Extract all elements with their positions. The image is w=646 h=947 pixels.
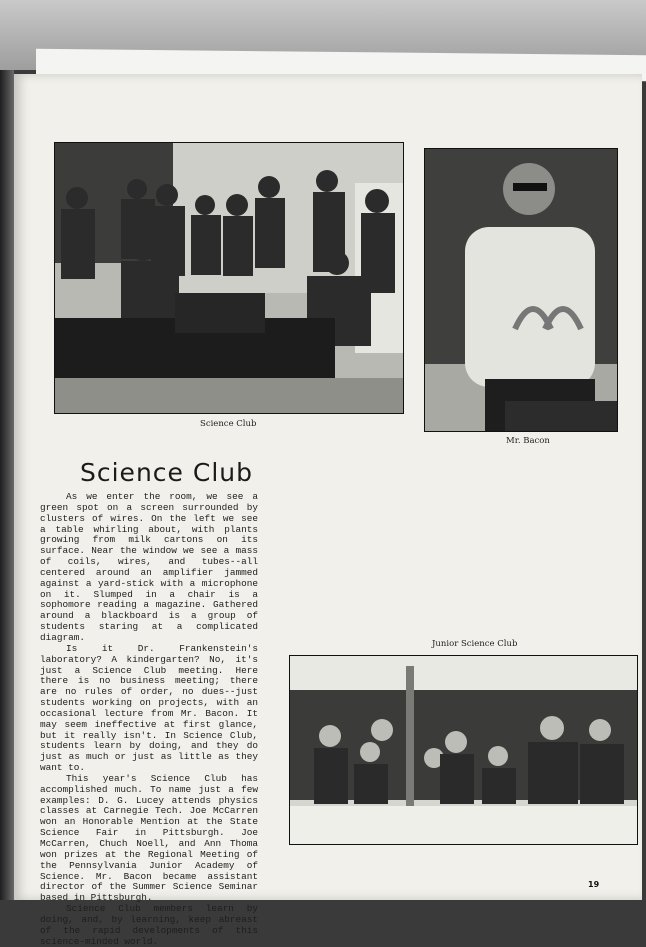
junior-science-club-photo (289, 655, 638, 845)
article-title: Science Club (80, 458, 253, 487)
science-club-caption: Science Club (200, 419, 257, 429)
science-club-photo (54, 142, 404, 414)
page-number: 19 (588, 880, 600, 889)
article-body (40, 492, 258, 947)
book-spine-shadow (0, 70, 14, 900)
paragraph-4: Science Club members learn by doing, and, by learning, keep abreast of the rapid developments of this science-minded world. (40, 903, 258, 947)
paragraph-1: As we enter the room, we see a green spot on a screen surrounded by clusters of wires. On the left we see a table whirling about, with plants growing from milk cartons on its surface. Near the window we see a mass of coils, wires, and tubes--all centered around an amplifier jammed against a yard-stick with a microphone on it. Slumped in a chair is a sophomore reading a magazine. Gathered around a blackboard is a group of students staring at a complicated diagram. (40, 491, 258, 643)
mr-bacon-caption: Mr. Bacon (506, 436, 550, 446)
mr-bacon-photo (424, 148, 618, 432)
paragraph-3: This year's Science Club has accomplished much. To name just a few examples: D. G. Lucey attends physics classes at Carnegie Tech. Joe McCarren won an Honorable Mention at the State Science Fair in Pittsburgh. Joe McCarren, Chuch Noell, and Ann Thoma won prizes at the Regional Meeting of the Pennsylvania Junior Academy of Science. Mr. Bacon became assistant director of the Summer Science Seminar based in Pittsburgh. (40, 772, 258, 904)
paragraph-2: Is it Dr. Frankenstein's laboratory? A kindergarten? No, it's just a Science Club meeting. Here there is no business meeting; there are no rules of order, no dues--just students working on projects, with an occasional lecture from Mr. Bacon. It may seem ineffective at first glance, but it really isn't. In Science Club, students learn by doing, and they do just as much or just as little as they want to. (40, 642, 258, 774)
junior-science-club-caption: Junior Science Club (432, 639, 518, 649)
